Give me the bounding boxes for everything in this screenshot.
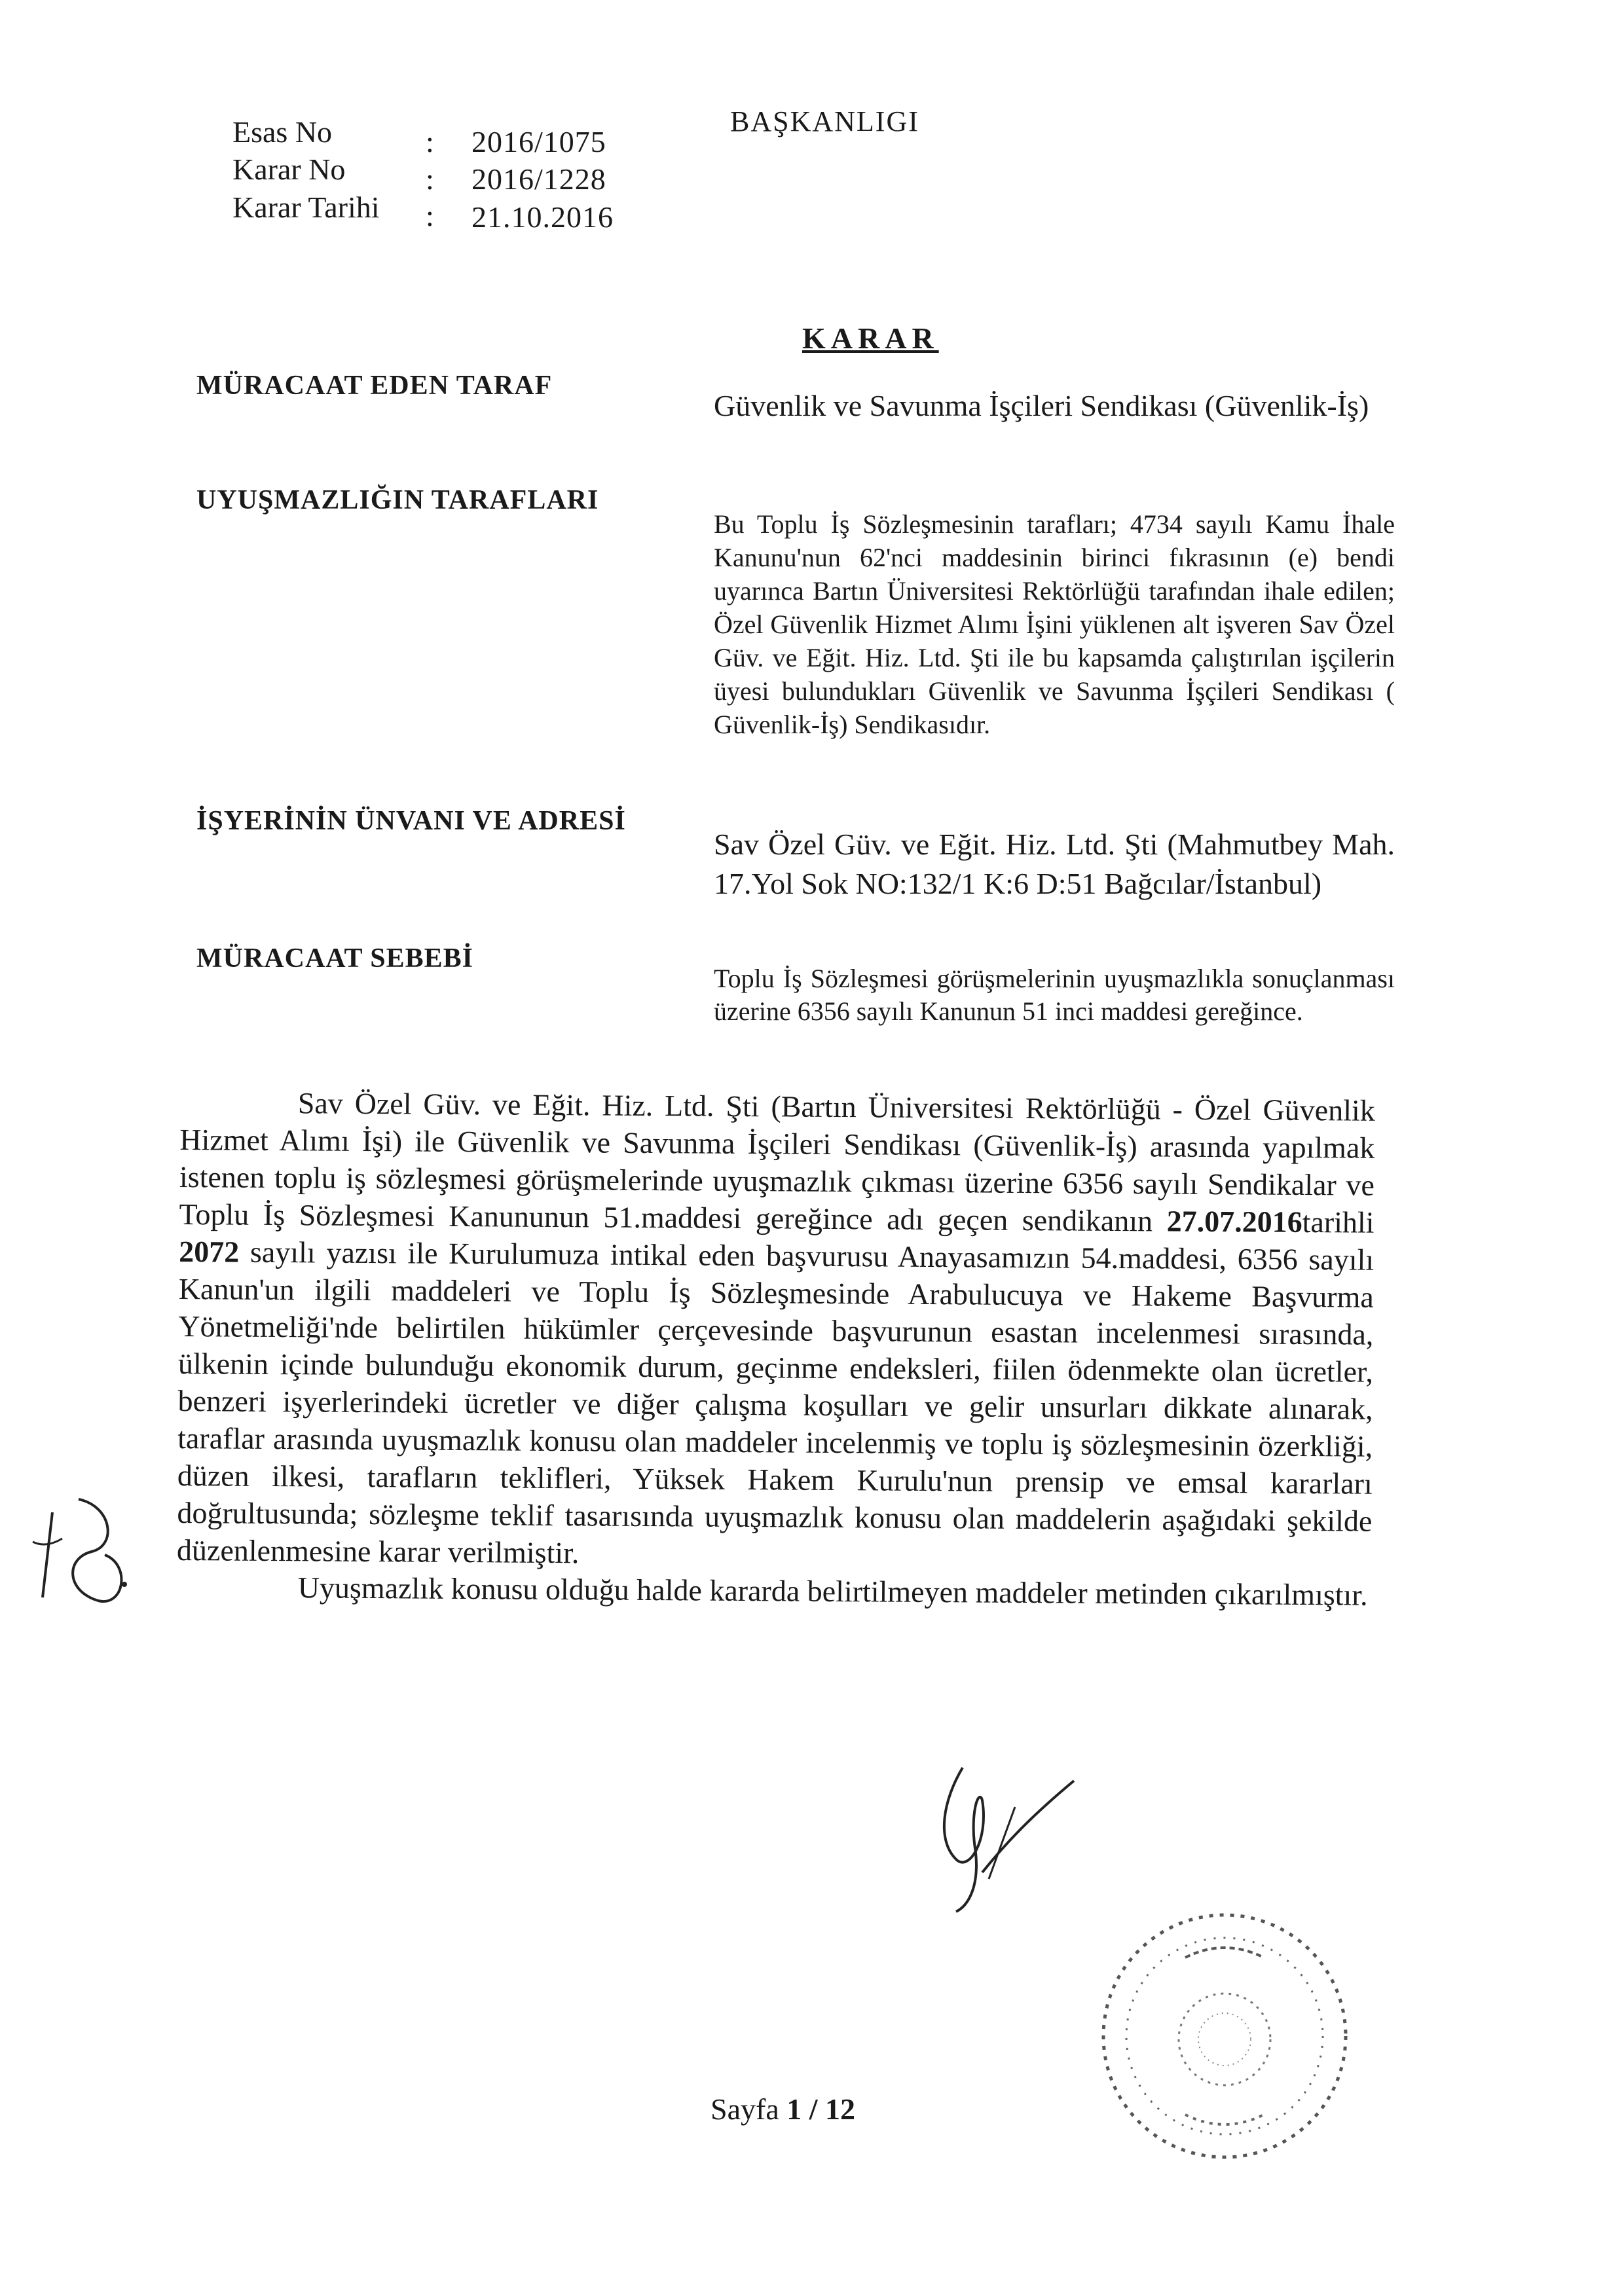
page-prefix: Sayfa [710,2092,787,2126]
page-separator: / [802,2092,826,2126]
handwritten-margin-mark [26,1486,138,1617]
karar-tarihi-value: 21.10.2016 [471,200,614,234]
isyeri-value: Sav Özel Güv. ve Eğit. Hiz. Ltd. Şti (Mahmutbey Mah. 17.Yol Sok NO:132/1 K:6 D:51 Bağcılar/İstanbul) [714,828,1395,900]
sebep-label: MÜRACAAT SEBEBİ [196,943,474,974]
document-title: KARAR [802,321,939,355]
sebep-value: Toplu İş Sözleşmesi görüşmelerinin uyuşmazlıkla sonuçlanması üzerine 6356 sayılı Kanunun 51 inci maddesi gereğince. [714,964,1395,1026]
muracaat-eden-value: Güvenlik ve Savunma İşçileri Sendikası (Güvenlik-İş) [714,389,1369,422]
esas-no-value: 2016/1075 [471,125,606,158]
body-part-2: tarihli [1302,1205,1375,1239]
karar-tarihi-label: Karar Tarihi [232,191,380,224]
total-pages: 12 [825,2092,856,2126]
closing-paragraph: Uyuşmazlık konusu olduğu halde kararda belirtilmeyen maddeler metinden çıkarılmıştır. [297,1571,1368,1612]
body-number: 2072 [179,1234,240,1269]
muracaat-eden-label: MÜRACAAT EDEN TARAF [196,371,553,401]
page-number [710,2092,855,2126]
esas-no-colon: : [426,125,434,158]
body-part-1: Sav Özel Güv. ve Eğit. Hiz. Ltd. Şti (Bartın Üniversitesi Rektörlüğü - Özel Güvenlik Hizmet Alımı İşi) ile Güvenlik ve Savunma İşçileri Sendikası (Güvenlik-İş) arasında yapılmak istenen toplu iş sözleşmesi görüşmelerinde uyuşmazlık çıkması üzerine 6356 sayılı Sendikalar ve Toplu İş Sözleşmesi Kanununun 51.maddesi gereğince adı geçen sendikanın [179,1086,1375,1238]
taraflar-label: UYUŞMAZLIĞIN TARAFLARI [196,485,599,515]
esas-no-label: Esas No [232,115,333,149]
decision-paragraph [177,1084,1375,1577]
karar-no-colon: : [426,162,434,196]
official-stamp [1087,1899,1362,2174]
karar-no-value: 2016/1228 [471,162,606,196]
body-date: 27.07.2016 [1166,1204,1302,1239]
karar-no-label: Karar No [232,153,346,186]
isyeri-label: İŞYERİNİN ÜNVANI VE ADRESİ [196,806,626,836]
body-part-3: sayılı yazısı ile Kurulumuza intikal eden başvurusu Anayasamızın 54.maddesi, 6356 sayılı Kanun'un ilgili maddeleri ve Toplu İş Sözleşmesinde Arabulucuya ve Hakeme Başvurma Yönetmeliği'nde belirtilen hükümler çerçevesinde başvurunun esastan incelenmesi sırasında, ülkenin içinde bulunduğu ekonomik durum, geçinme endeksleri, fiilen ödenmekte olan ücretler, benzeri işyerlerindeki ücretler ve diğer çalışma koşulları ve gelir unsurları dikkate alınarak, taraflar arasında uyuşmazlık konusu olan maddeler incelenmiş ve toplu iş sözleşmesinin özerkliği, düzen ilkesi, tarafların teklifleri, Yüksek Hakem Kurulu'nun prensip ve emsal kararları doğrultusunda; sözleşme teklif tasarısında uyuşmazlık konusu olan maddelerin aşağıdaki şekilde düzenlenmesine karar verilmiştir. [176,1235,1375,1570]
current-page: 1 [786,2092,802,2126]
taraflar-value: Bu Toplu İş Sözleşmesinin tarafları; 4734 sayılı Kamu İhale Kanunu'nun 62'nci maddesinin birinci fıkrasının (e) bendi uyarınca Bartın Üniversitesi Rektörlüğü tarafından ihale edilen; Özel Güvenlik Hizmet Alımı İşini yüklenen alt işveren Sav Özel Güv. ve Eğit. Hiz. Ltd. Şti ile bu kapsamda çalıştırılan işçilerin üyesi bulundukları Güvenlik ve Savunma İşçileri Sendikası ( Güvenlik-İş) Sendikasıdır. [714,509,1395,739]
signature [917,1761,1087,1918]
top-title: BAŞKANLIGI [730,105,919,137]
karar-tarihi-colon: : [426,199,434,232]
